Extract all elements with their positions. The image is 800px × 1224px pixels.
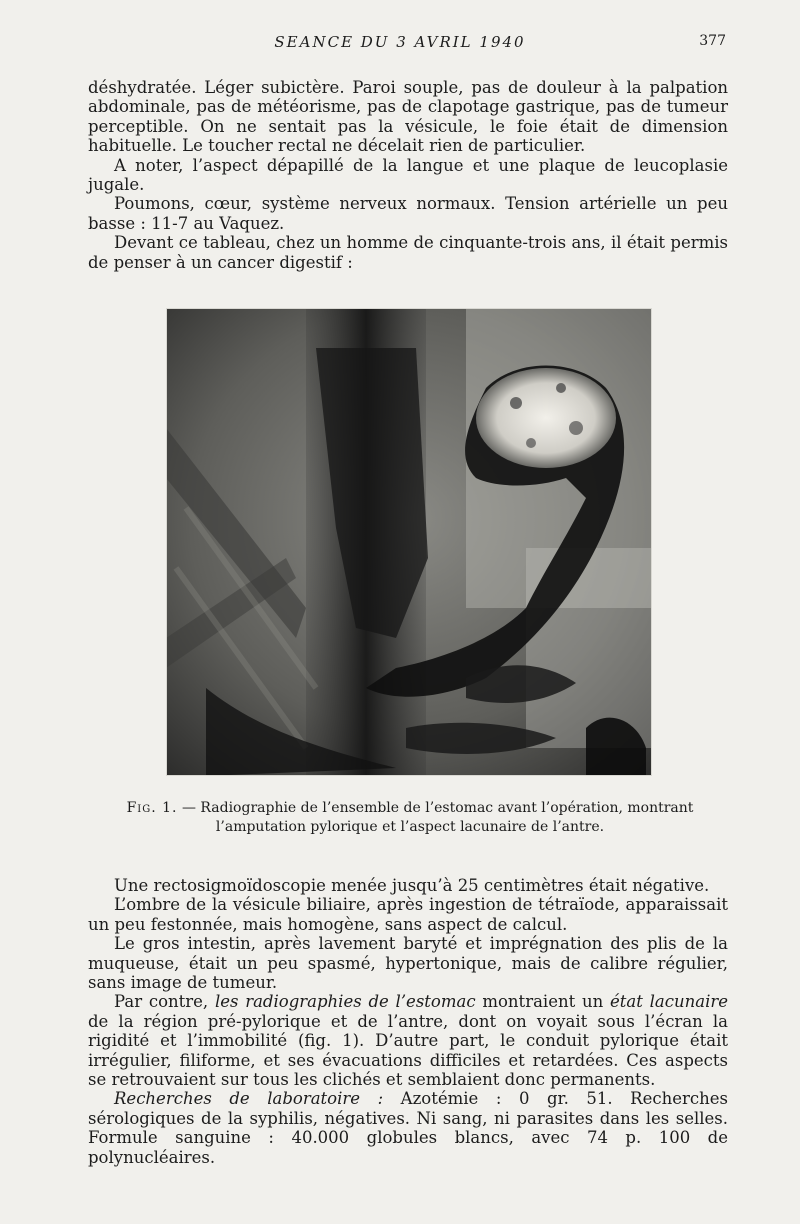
paragraph-text: de la région pré-pylorique et de l’antre, dont on voyait sous l’écran la rigidité et l’immobilité (fig. 1). D’autre part, le conduit pylorique était irrégulier, filiforme, et ses évacuations difficiles et retardées. Ces aspects se retrouvaient sur tous les clichés et semblaient donc permanents. — [88, 1011, 728, 1090]
paragraph: Le gros intestin, après lavement baryté et imprégnation des plis de la muqueuse, était un peu spasmé, hypertonique, mais de calibre régulier, sans image de tumeur. — [88, 934, 728, 993]
paragraph: A noter, l’aspect dépapillé de la langue et une plaque de leucoplasie jugale. — [88, 155, 728, 195]
emphasis-text: Recherches de laboratoire : — [114, 1089, 384, 1109]
paragraph: Une rectosigmoïdoscopie menée jusqu’à 25 centimètres était négative. — [114, 876, 710, 895]
figure-label: Fig. 1. — [126, 800, 178, 816]
figure-caption — [120, 799, 700, 837]
top-text-block — [88, 78, 728, 272]
running-head — [0, 33, 800, 55]
paragraph — [88, 992, 728, 1089]
radiograph-figure — [166, 308, 652, 776]
running-title: SEANCE DU 3 AVRIL 1940 — [274, 33, 526, 51]
paragraph-text: montraient un — [475, 992, 610, 1012]
paragraph: Poumons, cœur, système nerveux normaux. Tension artérielle un peu basse : 11-7 au Vaquez. — [88, 194, 728, 233]
paragraph: L’ombre de la vésicule biliaire, après ingestion de tétraïode, apparaissait un peu festonnée, mais homogène, sans aspect de calcul. — [88, 895, 728, 934]
emphasis-text: état lacunaire — [610, 992, 728, 1012]
paragraph-text: Azotémie : 0 gr. 51. Recherches sérologiques de la syphilis, négatives. Ni sang, ni parasites dans les selles. Formule sanguine : 40.000 globules blancs, avec 74 p. 100 de polynucléaires. — [88, 1089, 728, 1167]
page-number: 377 — [699, 33, 726, 49]
emphasis-text: les radiographies de l’estomac — [214, 992, 476, 1012]
paragraph: Devant ce tableau, chez un homme de cinquante-trois ans, il était permis de penser à un cancer digestif : — [88, 233, 728, 272]
paragraph: déshydratée. Léger subictère. Paroi souple, pas de douleur à la palpation abdominale, pas de météorisme, pas de clapotage gastrique, pas de tumeur perceptible. On ne sentait pas la vésicule, le foie était de dimension habituelle. Le toucher rectal ne décelait rien de particulier. — [88, 78, 728, 156]
paragraph — [88, 1089, 728, 1167]
paragraph-text: Par contre, — [114, 992, 215, 1012]
radiograph-image — [166, 308, 652, 776]
bottom-text-block — [88, 876, 728, 1167]
figure-caption-text: — Radiographie de l’ensemble de l’estomac avant l’opération, montrant l’amputation pylorique et l’aspect lacunaire de l’antre. — [177, 800, 694, 835]
